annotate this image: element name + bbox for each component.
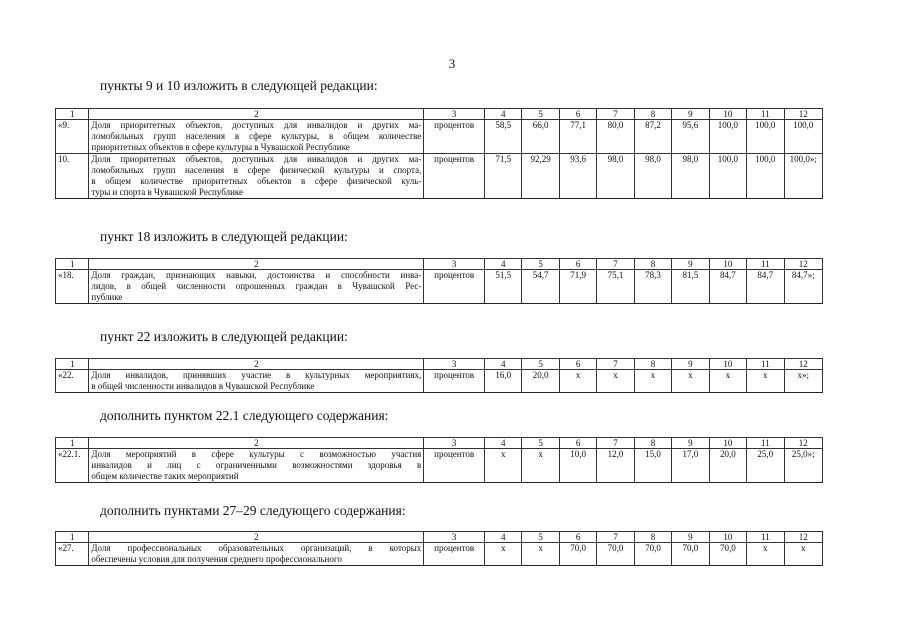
column-number-header: 3 xyxy=(424,359,485,370)
year-value: 87,2 xyxy=(634,120,671,154)
column-number-header: 3 xyxy=(424,532,485,543)
section-heading-4: дополнить пунктом 22.1 следующего содержания: xyxy=(100,408,389,423)
year-value: 98,0 xyxy=(634,154,671,199)
unit-of-measure: процентов xyxy=(424,449,485,483)
column-number-header: 3 xyxy=(424,109,485,120)
unit-of-measure: процентов xyxy=(424,120,485,154)
year-value: 20,0 xyxy=(522,370,559,393)
column-number-header: 9 xyxy=(672,359,709,370)
column-number-header: 10 xyxy=(709,438,746,449)
year-value: 100,0 xyxy=(709,154,746,199)
year-value: 100,0 xyxy=(747,120,784,154)
item-number: «18. xyxy=(56,270,89,304)
year-value: х xyxy=(485,543,522,566)
column-number-row xyxy=(56,438,823,449)
item-number: «9. xyxy=(56,120,89,154)
column-number-header: 5 xyxy=(522,259,559,270)
indicator-description xyxy=(89,154,424,199)
year-value: 71,9 xyxy=(559,270,596,304)
indicator-description xyxy=(89,120,424,154)
description-line: Доля инвалидов, принявших участие в культурных мероприятиях, xyxy=(91,370,422,380)
description-line: в общей численности инвалидов в Чувашской Республике xyxy=(91,381,315,391)
indicator-table-1 xyxy=(55,108,823,199)
description-line: Доля граждан, признающих навыки, достоинства и способности инва- xyxy=(91,270,422,280)
column-number-header: 4 xyxy=(485,359,522,370)
column-number-header: 9 xyxy=(672,259,709,270)
column-number-header: 3 xyxy=(424,438,485,449)
column-number-header: 7 xyxy=(597,259,634,270)
column-number-header: 12 xyxy=(784,109,822,120)
year-value: х xyxy=(709,370,746,393)
year-value: 93,6 xyxy=(559,154,596,199)
column-number-header: 6 xyxy=(559,109,596,120)
column-number-header: 1 xyxy=(56,259,89,270)
column-number-header: 4 xyxy=(485,532,522,543)
description-line: Доля приоритетных объектов, доступных для инвалидов и других ма- xyxy=(91,120,422,130)
section-heading-1: пункты 9 и 10 изложить в следующей редакции: xyxy=(100,78,378,93)
indicator-description xyxy=(89,270,424,304)
column-number-header: 1 xyxy=(56,109,89,120)
year-value: х xyxy=(485,449,522,483)
year-value: 98,0 xyxy=(597,154,634,199)
column-number-header: 10 xyxy=(709,359,746,370)
column-number-header: 7 xyxy=(597,109,634,120)
unit-of-measure: процентов xyxy=(424,270,485,304)
year-value: 70,0 xyxy=(634,543,671,566)
column-number-header: 1 xyxy=(56,438,89,449)
column-number-header: 3 xyxy=(424,259,485,270)
indicator-table-5 xyxy=(55,531,823,566)
column-number-header: 9 xyxy=(672,532,709,543)
year-value: 70,0 xyxy=(709,543,746,566)
column-number-header: 7 xyxy=(597,532,634,543)
section-heading-5: дополнить пунктами 27–29 следующего содержания: xyxy=(100,503,406,518)
year-value: 16,0 xyxy=(485,370,522,393)
column-number-header: 12 xyxy=(784,532,822,543)
year-value: 100,0 xyxy=(747,154,784,199)
description-line: в общем количестве приоритетных объектов в сфере физической куль- xyxy=(91,176,422,186)
column-number-header: 4 xyxy=(485,109,522,120)
column-number-header: 8 xyxy=(634,109,671,120)
table-row xyxy=(56,270,823,304)
column-number-header: 5 xyxy=(522,359,559,370)
column-number-header: 6 xyxy=(559,259,596,270)
year-value: х xyxy=(784,543,822,566)
description-line: обеспечены условия для получения среднего профессионального xyxy=(91,554,342,564)
description-line: лидов, в общей численности опрошенных граждан в Чувашской Рес- xyxy=(91,281,422,291)
year-value: 84,7 xyxy=(747,270,784,304)
column-number-header: 12 xyxy=(784,438,822,449)
column-number-header: 4 xyxy=(485,438,522,449)
description-line: публике xyxy=(91,292,123,302)
column-number-header: 6 xyxy=(559,438,596,449)
year-value: х xyxy=(597,370,634,393)
column-number-header: 8 xyxy=(634,259,671,270)
item-number: 10. xyxy=(56,154,89,199)
year-value: х xyxy=(634,370,671,393)
indicator-table-4 xyxy=(55,437,823,483)
year-value: 84,7 xyxy=(709,270,746,304)
column-number-header: 2 xyxy=(89,532,424,543)
column-number-header: 4 xyxy=(485,259,522,270)
year-value: 77,1 xyxy=(559,120,596,154)
description-line: ломобильных групп населения в сфере культуры, в общем количестве xyxy=(91,131,422,141)
column-number-header: 12 xyxy=(784,259,822,270)
column-number-header: 2 xyxy=(89,259,424,270)
year-value: х xyxy=(559,370,596,393)
column-number-header: 10 xyxy=(709,532,746,543)
indicator-description xyxy=(89,370,424,393)
year-value: 92,29 xyxy=(522,154,559,199)
column-number-header: 2 xyxy=(89,438,424,449)
item-number: «27. xyxy=(56,543,89,566)
column-number-header: 2 xyxy=(89,359,424,370)
column-number-row xyxy=(56,532,823,543)
indicator-description xyxy=(89,543,424,566)
column-number-header: 5 xyxy=(522,532,559,543)
year-value: 20,0 xyxy=(709,449,746,483)
year-value: 25,0 xyxy=(747,449,784,483)
year-value: х»; xyxy=(784,370,822,393)
column-number-header: 1 xyxy=(56,532,89,543)
unit-of-measure: процентов xyxy=(424,154,485,199)
column-number-header: 11 xyxy=(747,532,784,543)
year-value: 80,0 xyxy=(597,120,634,154)
year-value: 25,0»; xyxy=(784,449,822,483)
year-value: 66,0 xyxy=(522,120,559,154)
year-value: 81,5 xyxy=(672,270,709,304)
year-value: 84,7»; xyxy=(784,270,822,304)
column-number-header: 7 xyxy=(597,359,634,370)
section-heading-2: пункт 18 изложить в следующей редакции: xyxy=(100,229,348,244)
year-value: х xyxy=(747,543,784,566)
year-value: 10,0 xyxy=(559,449,596,483)
column-number-header: 5 xyxy=(522,109,559,120)
column-number-header: 5 xyxy=(522,438,559,449)
year-value: 58,5 xyxy=(485,120,522,154)
column-number-header: 2 xyxy=(89,109,424,120)
year-value: х xyxy=(522,449,559,483)
column-number-header: 6 xyxy=(559,359,596,370)
column-number-header: 9 xyxy=(672,109,709,120)
description-line: туры и спорта в Чувашской Республике xyxy=(91,187,244,197)
column-number-header: 11 xyxy=(747,259,784,270)
description-line: приоритетных объектов в сфере культуры в Чувашской Республике xyxy=(91,142,350,152)
column-number-header: 10 xyxy=(709,259,746,270)
description-line: Доля профессиональных образовательных организаций, в которых xyxy=(91,543,422,553)
year-value: 100,0 xyxy=(709,120,746,154)
year-value: 71,5 xyxy=(485,154,522,199)
unit-of-measure: процентов xyxy=(424,543,485,566)
table-row xyxy=(56,543,823,566)
year-value: х xyxy=(672,370,709,393)
item-number: «22.1. xyxy=(56,449,89,483)
year-value: 54,7 xyxy=(522,270,559,304)
indicator-table-2 xyxy=(55,258,823,304)
column-number-header: 11 xyxy=(747,359,784,370)
year-value: х xyxy=(747,370,784,393)
column-number-row xyxy=(56,109,823,120)
year-value: 70,0 xyxy=(597,543,634,566)
page-number: 3 xyxy=(448,56,456,71)
item-number: «22. xyxy=(56,370,89,393)
column-number-header: 8 xyxy=(634,532,671,543)
year-value: 78,3 xyxy=(634,270,671,304)
year-value: х xyxy=(522,543,559,566)
section-heading-3: пункт 22 изложить в следующей редакции: xyxy=(100,329,348,344)
year-value: 15,0 xyxy=(634,449,671,483)
description-line: инвалидов и лиц с ограниченными возможностями здоровья в xyxy=(91,460,422,470)
column-number-header: 7 xyxy=(597,438,634,449)
indicator-table-3 xyxy=(55,358,823,393)
column-number-header: 11 xyxy=(747,109,784,120)
column-number-row xyxy=(56,259,823,270)
year-value: 70,0 xyxy=(672,543,709,566)
table-row xyxy=(56,120,823,154)
year-value: 98,0 xyxy=(672,154,709,199)
year-value: 95,6 xyxy=(672,120,709,154)
indicator-description xyxy=(89,449,424,483)
description-line: Доля приоритетных объектов, доступных для инвалидов и других ма- xyxy=(91,154,422,164)
year-value: 51,5 xyxy=(485,270,522,304)
year-value: 100,0 xyxy=(784,120,822,154)
column-number-header: 11 xyxy=(747,438,784,449)
column-number-header: 6 xyxy=(559,532,596,543)
column-number-header: 12 xyxy=(784,359,822,370)
column-number-header: 1 xyxy=(56,359,89,370)
column-number-header: 9 xyxy=(672,438,709,449)
year-value: 70,0 xyxy=(559,543,596,566)
year-value: 75,1 xyxy=(597,270,634,304)
description-line: ломобильных групп населения в сфере физической культуры и спорта, xyxy=(91,165,422,175)
column-number-header: 8 xyxy=(634,438,671,449)
table-row xyxy=(56,449,823,483)
table-row xyxy=(56,154,823,199)
column-number-row xyxy=(56,359,823,370)
description-line: Доля мероприятий в сфере культуры с возможностью участия xyxy=(91,449,422,459)
description-line: общем количестве таких мероприятий xyxy=(91,471,239,481)
column-number-header: 10 xyxy=(709,109,746,120)
year-value: 12,0 xyxy=(597,449,634,483)
table-row xyxy=(56,370,823,393)
year-value: 100,0»; xyxy=(784,154,822,199)
column-number-header: 8 xyxy=(634,359,671,370)
year-value: 17,0 xyxy=(672,449,709,483)
unit-of-measure: процентов xyxy=(424,370,485,393)
